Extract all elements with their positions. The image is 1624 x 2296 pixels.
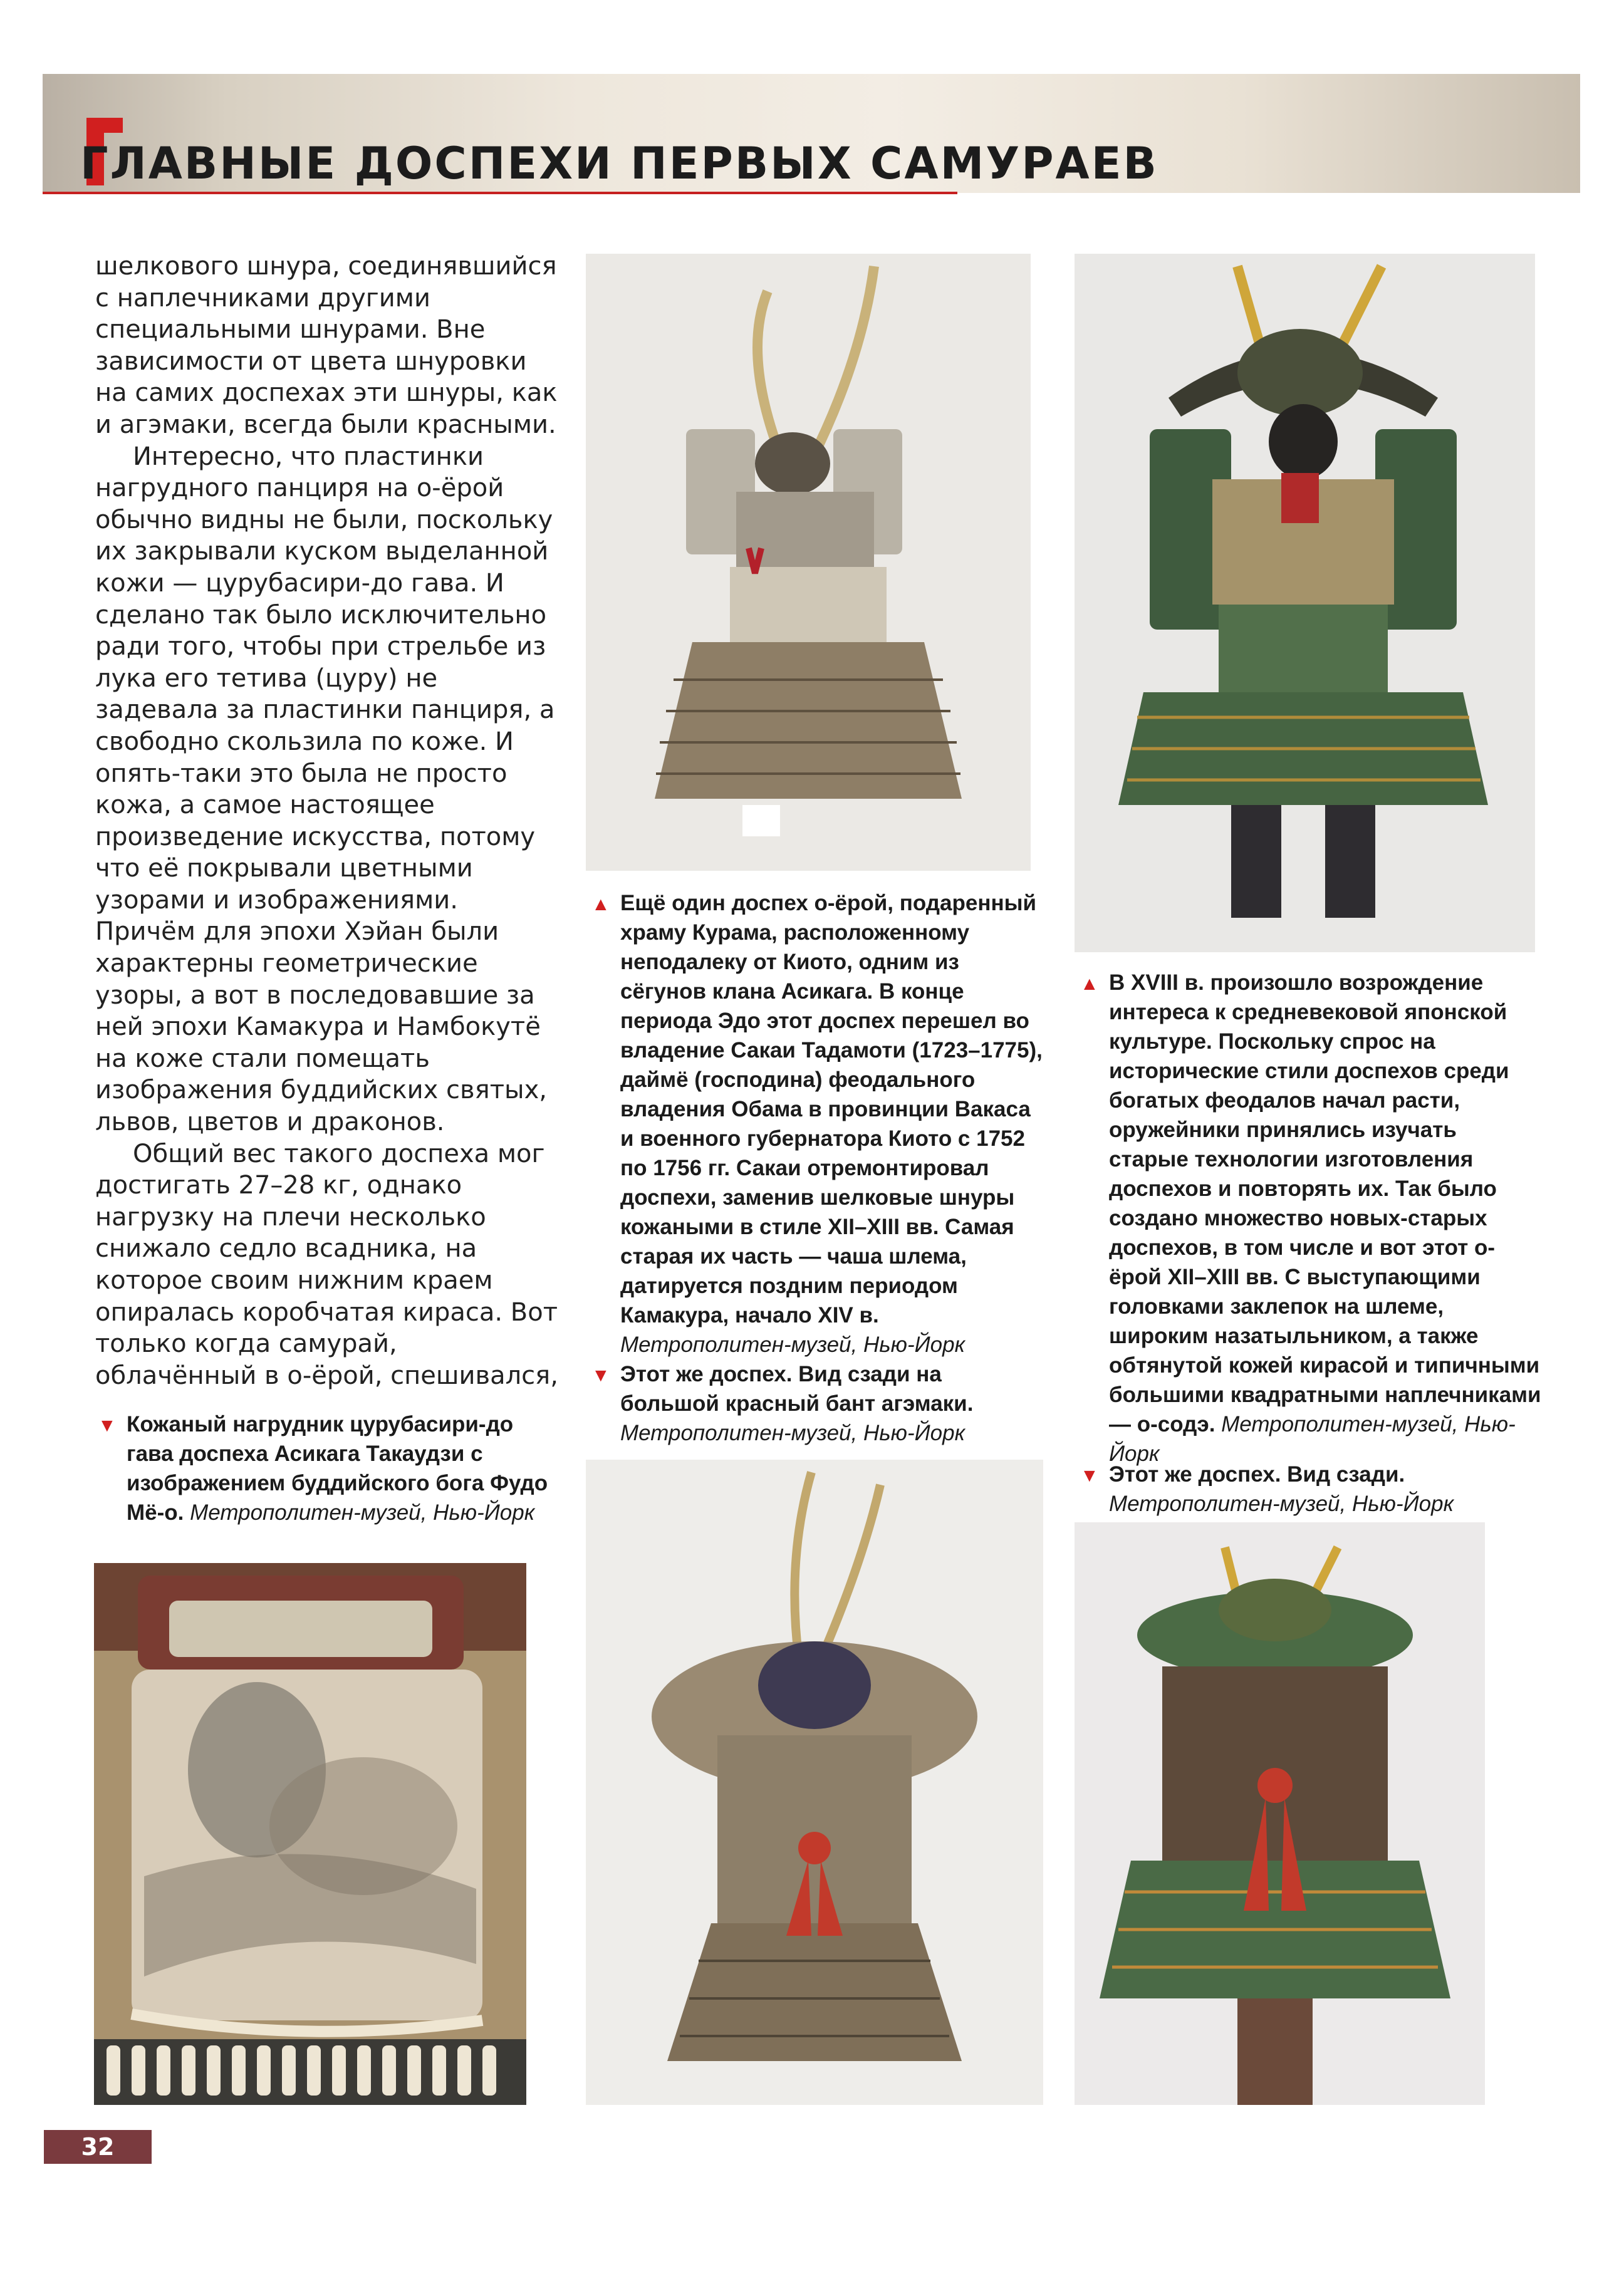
caption-text: Этот же доспех. Вид сзади на большой красный бант агэмаки. xyxy=(620,1362,974,1416)
caption-revival-armor-back xyxy=(1080,1460,1541,1519)
article-paragraph: шелкового шнура, соединявшийся с наплечниками другими специальными шнурами. Вне зависимости от цвета шнуровки на самих доспехах эти шнуры, как и агэмаки, всегда были красными. xyxy=(95,252,558,439)
caption-text: В XVIII в. произошло возрождение интереса к средневековой японской культуре. Поскольку спрос на исторические стили доспехов среди богатых феодалов начал расти, оружейники принялись изучать старые технологии изготовления доспехов и повторять их. Так было создано множество новых-старых доспехов, в том числе и вот этот о-ёрой XII–XIII вв. С выступающими головками заклепок на шлеме, широким назатыльником, а также обтянутой кожей кирасой и типичными большими квадратными наплечниками — о-содэ. xyxy=(1109,970,1541,1436)
caption-leather-breastplate xyxy=(98,1410,553,1527)
caption-source: Метрополитен-музей, Нью-Йорк xyxy=(1109,1492,1454,1516)
photo-revival-armor-front xyxy=(1075,254,1535,952)
page-title: ГЛАВНЫЕ ДОСПЕХИ ПЕРВЫХ САМУРАЕВ xyxy=(80,138,1158,189)
caption-source: Метрополитен-музей, Нью-Йорк xyxy=(620,1332,966,1357)
article-paragraph: Интересно, что пластинки нагрудного панциря на о-ёрой обычно видны не были, поскольку их закрывали куском выделанной кожи — цурубасири-до гава. И сделано так было исключительно ради того, чтобы при стрельбе из лука его тетива (цуру) не задевала за пластинки панциря, а свободно скользила по коже. И опять-таки это была не просто кожа, а самое настоящее произведение искусства, потому что её покрывали цветными узорами и изображениями. Причём для эпохи Хэйан были характерны геометрические узоры, а вот в последовавшие за ней эпохи Камакура и Намбокутё на коже стали помещать изображения буддийских святых, львов, цветов и драконов. xyxy=(95,442,555,1137)
caption-text: Кожаный нагрудник цурубасири-до гава доспеха Асикага Такаудзи с изображением буддийского бога Фудо Мё-о. xyxy=(127,1412,548,1525)
photo-kurama-armor-back xyxy=(586,1460,1043,2105)
caption-up-triangle-icon: ▲ xyxy=(591,894,610,915)
caption-source: Метрополитен-музей, Нью-Йорк xyxy=(620,1421,966,1445)
photo-revival-armor-back xyxy=(1075,1522,1485,2105)
caption-kurama-armor-back xyxy=(591,1359,1046,1448)
caption-down-triangle-icon: ▼ xyxy=(98,1415,117,1436)
article-body xyxy=(95,251,559,1391)
caption-text: Ещё один доспех о-ёрой, подаренный храму Курама, расположенному неподалеку от Киото, одним из сёгунов клана Асикага. В конце периода Эдо этот доспех перешел во владение Сакаи Тадамоти (1723–1775), даймё (господина) феодального владения Обама в провинции Вакаса и военного губернатора Киото с 1752 по 1756 гг. Сакаи отремонтировал доспехи, заменив шелковые шнуры кожаными в стиле XII–XIII вв. Самая старая их часть — чаша шлема, датируется поздним периодом Камакура, начало XIV в. xyxy=(620,891,1043,1327)
photo-leather-breastplate xyxy=(94,1563,526,2105)
caption-source: Метрополитен-музей, Нью-Йорк xyxy=(1109,1412,1516,1466)
caption-text: Этот же доспех. Вид сзади. xyxy=(1109,1462,1405,1487)
caption-kurama-armor xyxy=(591,888,1046,1359)
page-number: 32 xyxy=(44,2130,152,2164)
caption-down-triangle-icon: ▼ xyxy=(1080,1465,1099,1486)
caption-source: Метрополитен-музей, Нью-Йорк xyxy=(190,1500,535,1525)
caption-up-triangle-icon: ▲ xyxy=(1080,974,1099,994)
article-paragraph: Общий вес такого доспеха мог достигать 27–28 кг, однако нагрузку на плечи несколько снижало седло всадника, на которое своим нижним краем опиралась коробчатая кираса. Вот только когда самурай, облачённый в о-ёрой, спешивался, xyxy=(95,1139,558,1390)
caption-down-triangle-icon: ▼ xyxy=(591,1365,610,1386)
caption-revival-armor xyxy=(1080,968,1541,1468)
photo-kurama-armor-front xyxy=(586,254,1031,871)
